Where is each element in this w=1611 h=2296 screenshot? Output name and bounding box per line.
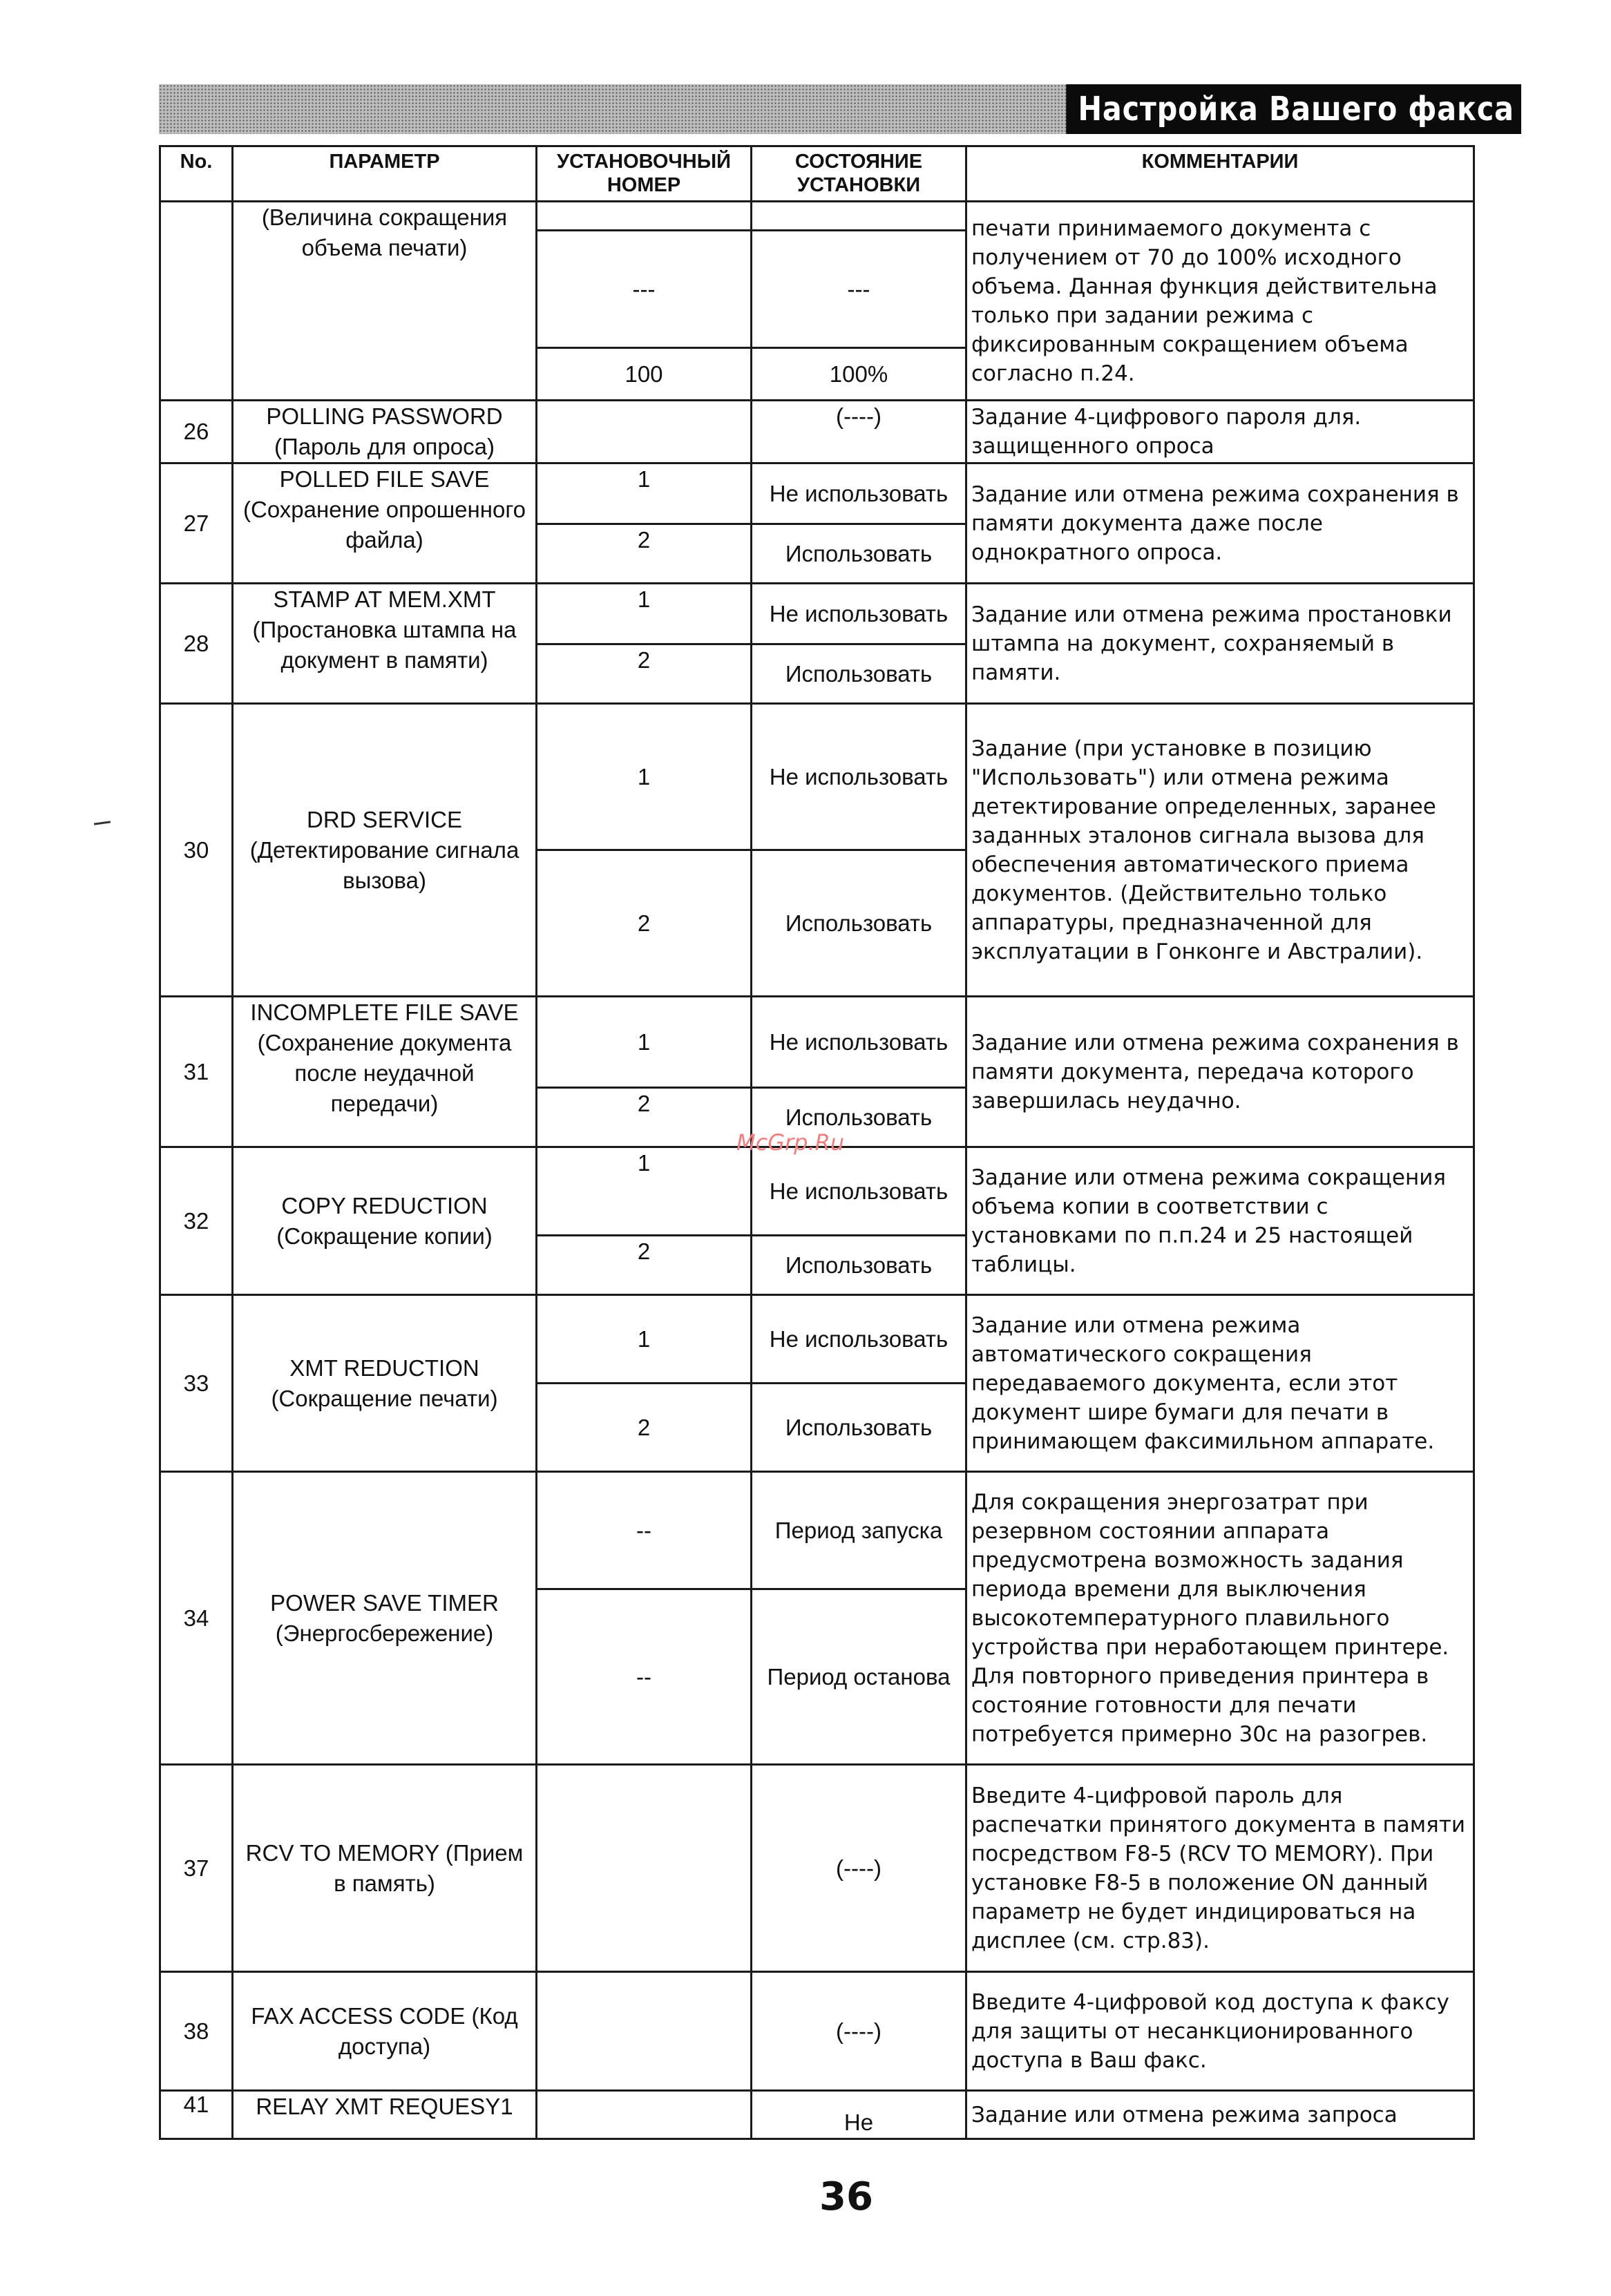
page-header-title: Настройка Вашего факса (1066, 84, 1521, 134)
setting-state: Использовать (752, 1384, 966, 1472)
comment: Введите 4-цифровой код доступа к факсу для защиты от несанкционированного доступа в Ваш факс. (966, 1972, 1474, 2091)
parameter-name: INCOMPLETE FILE SAVE (Сохранение документа после неудачной передачи) (233, 997, 537, 1147)
parameter-name: RELAY XMT REQUESY1 (233, 2091, 537, 2139)
setting-state: Использовать (752, 524, 966, 584)
parameter-name: STAMP AT MEM.XMT (Простановка штампа на документ в памяти) (233, 584, 537, 704)
header-band (159, 84, 1521, 134)
watermark: McGrp.Ru (736, 1129, 845, 1156)
setting-state (752, 202, 966, 231)
row-number: 28 (160, 584, 233, 704)
setting-number (537, 401, 752, 463)
parameter-name: RCV TO MEMORY (Прием в память) (233, 1765, 537, 1972)
setting-number: 1 (537, 704, 752, 850)
setting-number: 2 (537, 1384, 752, 1472)
setting-state: (----) (752, 1972, 966, 2091)
table-row (160, 1295, 1474, 1384)
setting-state: Не использовать (752, 584, 966, 644)
setting-state: Не использовать (752, 1147, 966, 1236)
setting-number: 2 (537, 524, 752, 584)
row-number: 32 (160, 1147, 233, 1295)
setting-state: Период запуска (752, 1472, 966, 1589)
setting-number: --- (537, 231, 752, 348)
table-row (160, 997, 1474, 1088)
row-number (160, 202, 233, 401)
table-row (160, 1972, 1474, 2091)
setting-number: 2 (537, 1236, 752, 1295)
setting-state: Не использовать (752, 463, 966, 524)
comment: Задание или отмена режима простановки штампа на документ, сохраняемый в памяти. (966, 584, 1474, 704)
row-number: 41 (160, 2091, 233, 2139)
table-header-row (160, 146, 1474, 202)
row-number: 38 (160, 1972, 233, 2091)
setting-state: Не (752, 2091, 966, 2139)
setting-state: Использовать (752, 850, 966, 997)
setting-number: 2 (537, 1088, 752, 1147)
setting-state: (----) (752, 1765, 966, 1972)
parameter-name: POWER SAVE TIMER (Энергосбережение) (233, 1472, 537, 1765)
parameter-name: (Величина сокращения объема печати) (233, 202, 537, 401)
parameter-name: XMT REDUCTION (Сокращение печати) (233, 1295, 537, 1472)
table-row (160, 463, 1474, 524)
setting-state: --- (752, 231, 966, 348)
setting-number: -- (537, 1589, 752, 1765)
setting-state: 100% (752, 348, 966, 401)
setting-number: 100 (537, 348, 752, 401)
setting-number: 2 (537, 850, 752, 997)
setting-number (537, 202, 752, 231)
comment: Задание или отмена режима сокращения объема копии в соответствии с установками по п.п.24 и 25 настоящей таблицы. (966, 1147, 1474, 1295)
setting-number (537, 1765, 752, 1972)
setting-state: Использовать (752, 644, 966, 704)
comment: печати принимаемого документа с получением от 70 до 100% исходного объема. Данная функция действительна только при задании режима с фиксированным сокращением объема согласно п.24. (966, 202, 1474, 401)
row-number: 37 (160, 1765, 233, 1972)
setting-state: Использовать (752, 1088, 966, 1147)
column-header-parameter: ПАРАМЕТР (233, 146, 537, 202)
comment: Задание или отмена режима автоматического сокращения передаваемого документа, если этот документ шире бумаги для печати в принимающем факсимильном аппарате. (966, 1295, 1474, 1472)
setting-number: -- (537, 1472, 752, 1589)
comment: Задание 4-цифрового пароля для. защищенного опроса (966, 401, 1474, 463)
margin-mark (94, 821, 111, 825)
table-row (160, 401, 1474, 463)
row-number: 27 (160, 463, 233, 584)
table-row (160, 704, 1474, 850)
parameter-name: COPY REDUCTION (Сокращение копии) (233, 1147, 537, 1295)
setting-number: 1 (537, 997, 752, 1088)
table-row (160, 1765, 1474, 1972)
comment: Задание или отмена режима сохранения в памяти документа даже после однократного опроса. (966, 463, 1474, 584)
setting-number: 2 (537, 644, 752, 704)
column-header-comments: КОММЕНТАРИИ (966, 146, 1474, 202)
parameter-name: FAX ACCESS CODE (Код доступа) (233, 1972, 537, 2091)
setting-state: Использовать (752, 1236, 966, 1295)
setting-number (537, 2091, 752, 2139)
setting-state: Не использовать (752, 997, 966, 1088)
column-header-setting-state: СОСТОЯНИЕ УСТАНОВКИ (752, 146, 966, 202)
comment: Для сокращения энергозатрат при резервном состоянии аппарата предусмотрена возможность задания периода времени для выключения высокотемпературного плавильного устройства при неработающем принтере. Для повторного приведения принтера в состояние готовности для печати потребуется примерно 30с на разогрев. (966, 1472, 1474, 1765)
setting-state: Не использовать (752, 1295, 966, 1384)
parameter-name: POLLED FILE SAVE (Сохранение опрошенного файла) (233, 463, 537, 584)
comment: Задание (при установке в позицию "Использовать") или отмена режима детектирование определенных, заранее заданных эталонов сигнала вызова для обеспечения автоматического приема документов. (Действительно только аппаратуры, предназначенной для эксплуатации в Гонконге и Австралии). (966, 704, 1474, 997)
table-row (160, 1147, 1474, 1236)
table-row (160, 202, 1474, 231)
setting-number: 1 (537, 1147, 752, 1236)
setting-number: 1 (537, 463, 752, 524)
table-row (160, 2091, 1474, 2139)
setting-number (537, 1972, 752, 2091)
column-header-setting-number: УСТАНОВОЧНЫЙ НОМЕР (537, 146, 752, 202)
row-number: 33 (160, 1295, 233, 1472)
comment: Задание или отмена режима сохранения в памяти документа, передача которого завершилась неудачно. (966, 997, 1474, 1147)
setting-state: Не использовать (752, 704, 966, 850)
setting-number: 1 (537, 584, 752, 644)
table-row (160, 584, 1474, 644)
row-number: 34 (160, 1472, 233, 1765)
column-header-no: No. (160, 146, 233, 202)
setting-state: (----) (752, 401, 966, 463)
setting-state: Период останова (752, 1589, 966, 1765)
comment: Введите 4-цифровой пароль для распечатки принятого документа в памяти посредством F8-5 (RCV TO MEMORY). При установке F8-5 в положение ON данный параметр не будет индицироваться на дисплее (см. стр.83). (966, 1765, 1474, 1972)
page-number: 36 (819, 2174, 873, 2219)
comment: Задание или отмена режима запроса (966, 2091, 1474, 2139)
row-number: 30 (160, 704, 233, 997)
table-row (160, 1472, 1474, 1589)
row-number: 26 (160, 401, 233, 463)
parameter-name: DRD SERVICE (Детектирование сигнала вызова) (233, 704, 537, 997)
parameter-name: POLLING PASSWORD (Пароль для опроса) (233, 401, 537, 463)
row-number: 31 (160, 997, 233, 1147)
setting-number: 1 (537, 1295, 752, 1384)
